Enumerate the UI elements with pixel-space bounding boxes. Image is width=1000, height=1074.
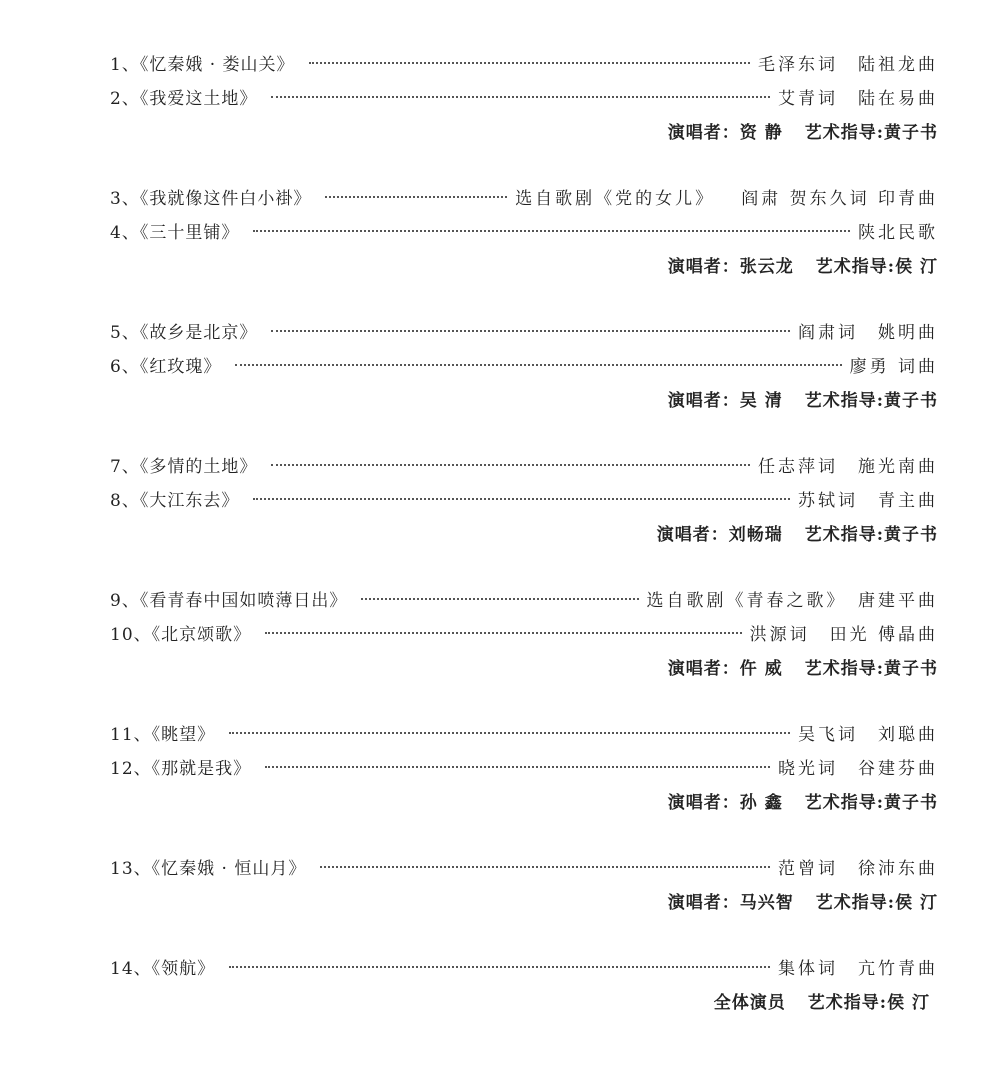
dotted-leader bbox=[309, 62, 750, 64]
performer-line bbox=[110, 890, 938, 924]
art-director: 艺术指导:黄子书 bbox=[804, 793, 938, 813]
song-title: 14、《领航》 bbox=[110, 959, 216, 979]
performer-name: 演唱者：刘畅瑞 bbox=[656, 525, 783, 545]
program-item bbox=[110, 354, 938, 388]
song-title: 5、《故乡是北京》 bbox=[110, 323, 258, 343]
song-credit: 廖勇 词曲 bbox=[849, 357, 938, 377]
art-director: 艺术指导:黄子书 bbox=[804, 123, 938, 143]
song-credit: 吴飞词 刘聪曲 bbox=[798, 725, 938, 745]
program-item bbox=[110, 86, 938, 120]
program-item bbox=[110, 52, 938, 86]
performer-line bbox=[110, 254, 938, 288]
song-title: 13、《忆秦娥 · 恒山月》 bbox=[110, 859, 307, 879]
song-title: 8、《大江东去》 bbox=[110, 491, 240, 511]
song-credit: 毛泽东词 陆祖龙曲 bbox=[758, 55, 938, 75]
dotted-leader bbox=[271, 330, 790, 332]
performer-name: 演唱者：仵 威 bbox=[667, 659, 783, 679]
dotted-leader bbox=[235, 364, 841, 366]
program-item bbox=[110, 722, 938, 756]
song-credit: 艾青词 陆在易曲 bbox=[778, 89, 938, 109]
dotted-leader bbox=[320, 866, 770, 868]
art-director: 艺术指导:侯 汀 bbox=[815, 257, 938, 277]
dotted-leader bbox=[271, 96, 770, 98]
program-group-6 bbox=[110, 722, 938, 856]
program-list bbox=[110, 52, 938, 1056]
program-group-5 bbox=[110, 588, 938, 722]
song-credit: 陕北民歌 bbox=[858, 223, 938, 243]
song-title: 6、《红玫瑰》 bbox=[110, 357, 222, 377]
dotted-leader bbox=[325, 196, 507, 198]
program-group-2 bbox=[110, 186, 938, 320]
song-title: 10、《北京颂歌》 bbox=[110, 625, 252, 645]
song-credit: 晓光词 谷建芬曲 bbox=[778, 759, 938, 779]
song-title: 11、《眺望》 bbox=[110, 725, 216, 745]
program-item bbox=[110, 186, 938, 220]
art-director: 艺术指导:黄子书 bbox=[804, 391, 938, 411]
performer-line bbox=[110, 790, 938, 824]
song-title: 9、《看青春中国如喷薄日出》 bbox=[110, 591, 348, 611]
song-title: 7、《多情的土地》 bbox=[110, 457, 258, 477]
song-credit: 范曾词 徐沛东曲 bbox=[778, 859, 938, 879]
song-credit: 任志萍词 施光南曲 bbox=[758, 457, 938, 477]
dotted-leader bbox=[229, 732, 790, 734]
program-item bbox=[110, 454, 938, 488]
program-group-4 bbox=[110, 454, 938, 588]
performer-line bbox=[110, 388, 938, 422]
dotted-leader bbox=[253, 230, 850, 232]
song-title: 12、《那就是我》 bbox=[110, 759, 252, 779]
program-item bbox=[110, 220, 938, 254]
art-director: 艺术指导:黄子书 bbox=[804, 659, 938, 679]
program-item bbox=[110, 622, 938, 656]
dotted-leader bbox=[271, 464, 750, 466]
performer-name: 演唱者：资 静 bbox=[667, 123, 783, 143]
program-item bbox=[110, 756, 938, 790]
program-group-1 bbox=[110, 52, 938, 186]
performer-name: 演唱者：张云龙 bbox=[667, 257, 794, 277]
program-item bbox=[110, 488, 938, 522]
song-title: 4、《三十里铺》 bbox=[110, 223, 240, 243]
performer-name: 演唱者：吴 清 bbox=[667, 391, 783, 411]
song-credit: 阎肃 贺东久词 印青曲 bbox=[741, 189, 938, 209]
dotted-leader bbox=[361, 598, 638, 600]
art-director: 艺术指导:黄子书 bbox=[804, 525, 938, 545]
song-credit: 集体词 亢竹青曲 bbox=[778, 959, 938, 979]
song-source: 选自歌剧《党的女儿》 bbox=[515, 189, 716, 209]
performer-line bbox=[110, 522, 938, 556]
song-title: 2、《我爱这土地》 bbox=[110, 89, 258, 109]
dotted-leader bbox=[229, 966, 770, 968]
song-credit: 阎肃词 姚明曲 bbox=[798, 323, 938, 343]
song-credit: 苏轼词 青主曲 bbox=[798, 491, 938, 511]
dotted-leader bbox=[253, 498, 790, 500]
performer-line bbox=[110, 990, 938, 1024]
song-credit: 洪源词 田光 傅晶曲 bbox=[749, 625, 938, 645]
program-group-7 bbox=[110, 856, 938, 956]
performer-name: 演唱者：孙 鑫 bbox=[667, 793, 783, 813]
program-group-3 bbox=[110, 320, 938, 454]
art-director: 艺术指导:侯 汀 bbox=[815, 893, 938, 913]
performer-line bbox=[110, 656, 938, 690]
song-title: 3、《我就像这件白小褂》 bbox=[110, 189, 312, 209]
performer-line bbox=[110, 120, 938, 154]
program-group-8 bbox=[110, 956, 938, 1056]
dotted-leader bbox=[265, 632, 741, 634]
program-item bbox=[110, 856, 938, 890]
song-credit: 选自歌剧《青春之歌》 唐建平曲 bbox=[646, 591, 938, 611]
performer-name: 演唱者：马兴智 bbox=[667, 893, 794, 913]
song-title: 1、《忆秦娥 · 娄山关》 bbox=[110, 55, 295, 75]
performer-name: 全体演员 bbox=[713, 993, 786, 1013]
program-item bbox=[110, 588, 938, 622]
program-item bbox=[110, 320, 938, 354]
art-director: 艺术指导:侯 汀 bbox=[807, 993, 930, 1013]
dotted-leader bbox=[265, 766, 770, 768]
program-item bbox=[110, 956, 938, 990]
